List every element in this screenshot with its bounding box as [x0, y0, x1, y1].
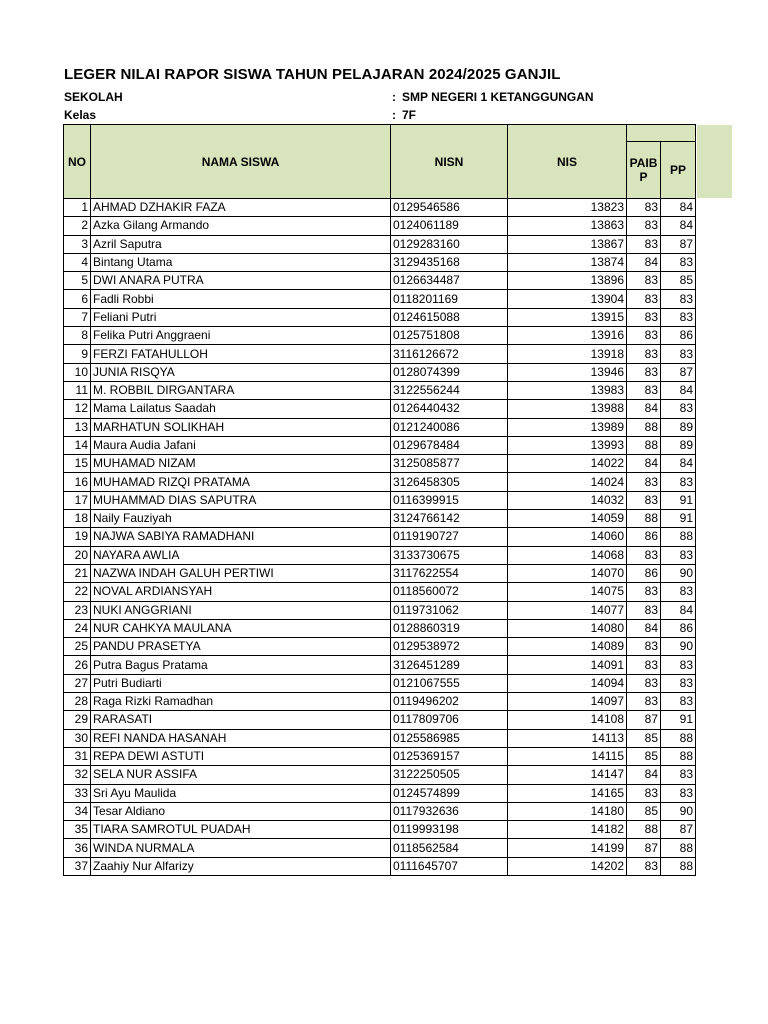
- cell-nisn: 0128074399: [391, 363, 508, 381]
- cell-paibp: 86: [627, 564, 661, 582]
- table-row: [64, 473, 696, 491]
- cell-paibp: 83: [627, 272, 661, 290]
- cell-pp: 83: [661, 473, 696, 491]
- cell-name: M. ROBBIL DIRGANTARA: [91, 381, 391, 399]
- cell-name: RARASATI: [91, 711, 391, 729]
- cell-name: NUKI ANGGRIANI: [91, 601, 391, 619]
- cell-no: 31: [64, 747, 91, 765]
- table-row: [64, 821, 696, 839]
- table-row: [64, 711, 696, 729]
- cell-paibp: 83: [627, 693, 661, 711]
- cell-nisn: 3122250505: [391, 766, 508, 784]
- cell-pp: 83: [661, 400, 696, 418]
- cell-no: 9: [64, 345, 91, 363]
- cell-no: 5: [64, 272, 91, 290]
- table-row: [64, 363, 696, 381]
- cell-nisn: 3117622554: [391, 564, 508, 582]
- cell-pp: 89: [661, 436, 696, 454]
- header-nis: NIS: [508, 125, 627, 199]
- cell-nisn: 3126458305: [391, 473, 508, 491]
- cell-no: 17: [64, 491, 91, 509]
- cell-no: 2: [64, 217, 91, 235]
- cell-nis: 13988: [508, 400, 627, 418]
- cell-nis: 14070: [508, 564, 627, 582]
- cell-paibp: 88: [627, 510, 661, 528]
- cell-paibp: 83: [627, 308, 661, 326]
- cell-no: 14: [64, 436, 91, 454]
- cell-pp: 83: [661, 583, 696, 601]
- cell-paibp: 84: [627, 400, 661, 418]
- header-name: NAMA SISWA: [91, 125, 391, 199]
- table-row: [64, 199, 696, 217]
- cell-nisn: 3125085877: [391, 455, 508, 473]
- cell-no: 19: [64, 528, 91, 546]
- cell-name: NAYARA AWLIA: [91, 546, 391, 564]
- table-row: [64, 345, 696, 363]
- cell-pp: 88: [661, 747, 696, 765]
- cell-no: 34: [64, 802, 91, 820]
- cell-no: 3: [64, 235, 91, 253]
- cell-nis: 13867: [508, 235, 627, 253]
- cell-name: JUNIA RISQYA: [91, 363, 391, 381]
- cell-name: Maura Audia Jafani: [91, 436, 391, 454]
- cell-no: 10: [64, 363, 91, 381]
- cell-nisn: 0126634487: [391, 272, 508, 290]
- cell-paibp: 83: [627, 784, 661, 802]
- cell-pp: 87: [661, 363, 696, 381]
- cell-name: SELA NUR ASSIFA: [91, 766, 391, 784]
- cell-nisn: 0129283160: [391, 235, 508, 253]
- cell-pp: 90: [661, 564, 696, 582]
- table-row: [64, 766, 696, 784]
- cell-paibp: 87: [627, 711, 661, 729]
- cell-paibp: 88: [627, 821, 661, 839]
- class-label: Kelas: [64, 108, 97, 122]
- cell-no: 20: [64, 546, 91, 564]
- cell-no: 13: [64, 418, 91, 436]
- cell-name: WINDA NURMALA: [91, 839, 391, 857]
- grades-table: [63, 124, 696, 876]
- cell-no: 26: [64, 656, 91, 674]
- cell-name: NAZWA INDAH GALUH PERTIWI: [91, 564, 391, 582]
- cell-paibp: 83: [627, 674, 661, 692]
- cell-paibp: 83: [627, 290, 661, 308]
- cell-no: 18: [64, 510, 91, 528]
- school-colon: :: [392, 90, 396, 104]
- cell-name: Zaahiy Nur Alfarizy: [91, 857, 391, 875]
- header-fill-extension: [697, 125, 732, 198]
- cell-paibp: 87: [627, 839, 661, 857]
- cell-nis: 14182: [508, 821, 627, 839]
- cell-paibp: 83: [627, 217, 661, 235]
- cell-no: 25: [64, 638, 91, 656]
- cell-no: 6: [64, 290, 91, 308]
- table-row: [64, 381, 696, 399]
- cell-pp: 87: [661, 235, 696, 253]
- cell-no: 29: [64, 711, 91, 729]
- cell-paibp: 86: [627, 528, 661, 546]
- cell-nis: 14060: [508, 528, 627, 546]
- table-row: [64, 235, 696, 253]
- cell-name: NUR CAHKYA MAULANA: [91, 619, 391, 637]
- cell-pp: 88: [661, 729, 696, 747]
- header-no: NO: [64, 125, 91, 199]
- cell-pp: 84: [661, 381, 696, 399]
- table-row: [64, 839, 696, 857]
- table-row: [64, 747, 696, 765]
- cell-no: 30: [64, 729, 91, 747]
- cell-name: Bintang Utama: [91, 253, 391, 271]
- cell-nisn: 0128860319: [391, 619, 508, 637]
- cell-name: Felika Putri Anggraeni: [91, 327, 391, 345]
- cell-nis: 13874: [508, 253, 627, 271]
- cell-paibp: 83: [627, 601, 661, 619]
- cell-pp: 83: [661, 290, 696, 308]
- cell-paibp: 88: [627, 436, 661, 454]
- cell-name: MARHATUN SOLIKHAH: [91, 418, 391, 436]
- table-row: [64, 308, 696, 326]
- cell-no: 35: [64, 821, 91, 839]
- cell-pp: 84: [661, 455, 696, 473]
- cell-pp: 83: [661, 546, 696, 564]
- cell-nis: 13918: [508, 345, 627, 363]
- cell-paibp: 85: [627, 729, 661, 747]
- table-row: [64, 528, 696, 546]
- cell-name: DWI ANARA PUTRA: [91, 272, 391, 290]
- cell-nis: 14022: [508, 455, 627, 473]
- cell-nisn: 0126440432: [391, 400, 508, 418]
- cell-nis: 14075: [508, 583, 627, 601]
- cell-name: Naily Fauziyah: [91, 510, 391, 528]
- school-label: SEKOLAH: [64, 90, 123, 104]
- cell-nisn: 3122556244: [391, 381, 508, 399]
- cell-nisn: 0129678484: [391, 436, 508, 454]
- cell-nis: 13915: [508, 308, 627, 326]
- table-row: [64, 601, 696, 619]
- cell-nis: 14068: [508, 546, 627, 564]
- cell-nis: 14115: [508, 747, 627, 765]
- table-row: [64, 290, 696, 308]
- cell-nisn: 0119993198: [391, 821, 508, 839]
- cell-name: NOVAL ARDIANSYAH: [91, 583, 391, 601]
- cell-paibp: 83: [627, 345, 661, 363]
- cell-paibp: 83: [627, 363, 661, 381]
- header-nisn: NISN: [391, 125, 508, 199]
- table-row: [64, 327, 696, 345]
- cell-nis: 14180: [508, 802, 627, 820]
- cell-name: Sri Ayu Maulida: [91, 784, 391, 802]
- cell-nis: 13989: [508, 418, 627, 436]
- cell-nis: 14097: [508, 693, 627, 711]
- table-row: [64, 729, 696, 747]
- table-row: [64, 455, 696, 473]
- cell-name: Feliani Putri: [91, 308, 391, 326]
- cell-name: Putra Bagus Pratama: [91, 656, 391, 674]
- cell-no: 21: [64, 564, 91, 582]
- cell-pp: 88: [661, 528, 696, 546]
- cell-no: 28: [64, 693, 91, 711]
- cell-nis: 14024: [508, 473, 627, 491]
- cell-pp: 88: [661, 839, 696, 857]
- cell-name: Fadli Robbi: [91, 290, 391, 308]
- cell-no: 36: [64, 839, 91, 857]
- cell-pp: 83: [661, 693, 696, 711]
- table-row: [64, 272, 696, 290]
- cell-no: 33: [64, 784, 91, 802]
- cell-name: PANDU PRASETYA: [91, 638, 391, 656]
- table-row: [64, 253, 696, 271]
- cell-no: 12: [64, 400, 91, 418]
- class-value: 7F: [402, 108, 417, 122]
- cell-no: 37: [64, 857, 91, 875]
- table-row: [64, 583, 696, 601]
- cell-nis: 14165: [508, 784, 627, 802]
- table-row: [64, 802, 696, 820]
- cell-nisn: 0111645707: [391, 857, 508, 875]
- cell-pp: 84: [661, 199, 696, 217]
- cell-nis: 14108: [508, 711, 627, 729]
- cell-paibp: 84: [627, 619, 661, 637]
- cell-nisn: 0121067555: [391, 674, 508, 692]
- header-pp: PP: [661, 142, 696, 199]
- table-row: [64, 656, 696, 674]
- cell-no: 23: [64, 601, 91, 619]
- cell-pp: 85: [661, 272, 696, 290]
- cell-name: FERZI FATAHULLOH: [91, 345, 391, 363]
- table-row: [64, 638, 696, 656]
- cell-nisn: 0117809706: [391, 711, 508, 729]
- cell-paibp: 84: [627, 766, 661, 784]
- table-row: [64, 418, 696, 436]
- cell-nis: 14091: [508, 656, 627, 674]
- cell-pp: 90: [661, 802, 696, 820]
- cell-nisn: 3116126672: [391, 345, 508, 363]
- header-subject-group: [627, 125, 696, 142]
- cell-nisn: 0117932636: [391, 802, 508, 820]
- cell-nisn: 0119190727: [391, 528, 508, 546]
- table-row: [64, 217, 696, 235]
- cell-name: MUHAMAD NIZAM: [91, 455, 391, 473]
- cell-nis: 14199: [508, 839, 627, 857]
- cell-name: Putri Budiarti: [91, 674, 391, 692]
- cell-nis: 14059: [508, 510, 627, 528]
- cell-nisn: 0121240086: [391, 418, 508, 436]
- cell-pp: 83: [661, 345, 696, 363]
- cell-no: 16: [64, 473, 91, 491]
- cell-paibp: 83: [627, 327, 661, 345]
- cell-nis: 13916: [508, 327, 627, 345]
- table-row: [64, 674, 696, 692]
- header-paibp: PAIB P: [627, 142, 661, 199]
- cell-pp: 83: [661, 674, 696, 692]
- cell-nisn: 3129435168: [391, 253, 508, 271]
- cell-pp: 90: [661, 638, 696, 656]
- cell-no: 8: [64, 327, 91, 345]
- table-body: [64, 199, 696, 876]
- cell-pp: 88: [661, 857, 696, 875]
- cell-name: TIARA SAMROTUL PUADAH: [91, 821, 391, 839]
- table-row: [64, 510, 696, 528]
- cell-name: REPA DEWI ASTUTI: [91, 747, 391, 765]
- cell-name: Tesar Aldiano: [91, 802, 391, 820]
- cell-nisn: 0119496202: [391, 693, 508, 711]
- cell-pp: 91: [661, 711, 696, 729]
- cell-pp: 83: [661, 656, 696, 674]
- cell-pp: 89: [661, 418, 696, 436]
- cell-paibp: 83: [627, 473, 661, 491]
- cell-pp: 84: [661, 217, 696, 235]
- school-value: SMP NEGERI 1 KETANGGUNGAN: [402, 90, 594, 104]
- cell-nis: 13983: [508, 381, 627, 399]
- class-colon: :: [392, 108, 396, 122]
- cell-nis: 14089: [508, 638, 627, 656]
- cell-nis: 14147: [508, 766, 627, 784]
- table-row: [64, 693, 696, 711]
- cell-no: 32: [64, 766, 91, 784]
- table-row: [64, 857, 696, 875]
- cell-no: 1: [64, 199, 91, 217]
- cell-nisn: 0124615088: [391, 308, 508, 326]
- cell-paibp: 83: [627, 199, 661, 217]
- cell-nis: 13904: [508, 290, 627, 308]
- cell-nisn: 0125369157: [391, 747, 508, 765]
- cell-name: AHMAD DZHAKIR FAZA: [91, 199, 391, 217]
- cell-pp: 83: [661, 784, 696, 802]
- cell-nis: 13896: [508, 272, 627, 290]
- cell-name: Azril Saputra: [91, 235, 391, 253]
- cell-pp: 83: [661, 766, 696, 784]
- cell-no: 4: [64, 253, 91, 271]
- cell-pp: 91: [661, 510, 696, 528]
- cell-nisn: 0124574899: [391, 784, 508, 802]
- cell-paibp: 85: [627, 802, 661, 820]
- page-title: LEGER NILAI RAPOR SISWA TAHUN PELAJARAN 2024/2025 GANJIL: [64, 66, 561, 83]
- cell-paibp: 83: [627, 583, 661, 601]
- cell-paibp: 83: [627, 235, 661, 253]
- cell-name: Mama Lailatus Saadah: [91, 400, 391, 418]
- cell-nis: 14113: [508, 729, 627, 747]
- table-row: [64, 546, 696, 564]
- cell-no: 22: [64, 583, 91, 601]
- cell-nis: 14077: [508, 601, 627, 619]
- cell-name: Azka Gilang Armando: [91, 217, 391, 235]
- cell-paibp: 83: [627, 638, 661, 656]
- cell-paibp: 83: [627, 656, 661, 674]
- cell-no: 24: [64, 619, 91, 637]
- cell-nis: 13823: [508, 199, 627, 217]
- cell-pp: 91: [661, 491, 696, 509]
- cell-paibp: 88: [627, 418, 661, 436]
- cell-name: MUHAMMAD DIAS SAPUTRA: [91, 491, 391, 509]
- cell-nis: 14094: [508, 674, 627, 692]
- cell-nis: 13993: [508, 436, 627, 454]
- cell-pp: 83: [661, 308, 696, 326]
- cell-nisn: 0125751808: [391, 327, 508, 345]
- cell-name: MUHAMAD RIZQI PRATAMA: [91, 473, 391, 491]
- cell-paibp: 83: [627, 381, 661, 399]
- cell-paibp: 84: [627, 455, 661, 473]
- cell-pp: 87: [661, 821, 696, 839]
- cell-pp: 84: [661, 601, 696, 619]
- cell-nis: 14032: [508, 491, 627, 509]
- cell-nisn: 0116399915: [391, 491, 508, 509]
- cell-nis: 13863: [508, 217, 627, 235]
- cell-pp: 86: [661, 327, 696, 345]
- table-row: [64, 400, 696, 418]
- cell-nis: 13946: [508, 363, 627, 381]
- cell-nisn: 0118562584: [391, 839, 508, 857]
- cell-pp: 86: [661, 619, 696, 637]
- cell-nis: 14080: [508, 619, 627, 637]
- cell-name: REFI NANDA HASANAH: [91, 729, 391, 747]
- cell-nisn: 0118201169: [391, 290, 508, 308]
- cell-nisn: 3133730675: [391, 546, 508, 564]
- cell-paibp: 84: [627, 253, 661, 271]
- cell-nisn: 3126451289: [391, 656, 508, 674]
- cell-nisn: 0118560072: [391, 583, 508, 601]
- table-row: [64, 491, 696, 509]
- cell-nisn: 3124766142: [391, 510, 508, 528]
- cell-paibp: 83: [627, 491, 661, 509]
- cell-no: 11: [64, 381, 91, 399]
- cell-nisn: 0125586985: [391, 729, 508, 747]
- cell-nisn: 0129546586: [391, 199, 508, 217]
- cell-no: 27: [64, 674, 91, 692]
- cell-nisn: 0119731062: [391, 601, 508, 619]
- cell-paibp: 83: [627, 857, 661, 875]
- cell-name: Raga Rizki Ramadhan: [91, 693, 391, 711]
- cell-nis: 14202: [508, 857, 627, 875]
- cell-paibp: 83: [627, 546, 661, 564]
- cell-paibp: 85: [627, 747, 661, 765]
- cell-nisn: 0129538972: [391, 638, 508, 656]
- cell-no: 7: [64, 308, 91, 326]
- cell-no: 15: [64, 455, 91, 473]
- cell-name: NAJWA SABIYA RAMADHANI: [91, 528, 391, 546]
- cell-nisn: 0124061189: [391, 217, 508, 235]
- table-row: [64, 619, 696, 637]
- table-row: [64, 784, 696, 802]
- table-row: [64, 436, 696, 454]
- cell-pp: 83: [661, 253, 696, 271]
- table-row: [64, 564, 696, 582]
